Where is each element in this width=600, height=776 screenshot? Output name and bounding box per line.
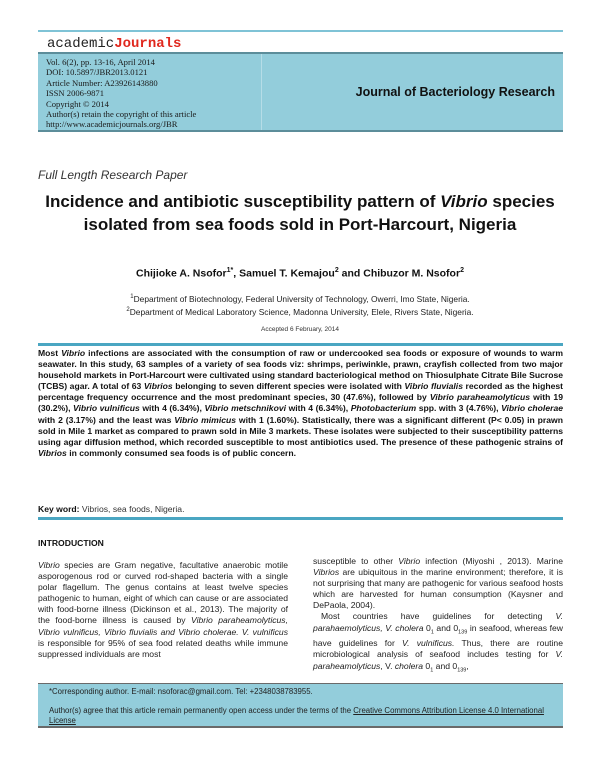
italic-text: Vibrio [398, 556, 421, 566]
subscript: 139 [457, 667, 467, 674]
abstract-rule-bottom [38, 517, 563, 520]
text-run: Most [38, 348, 62, 358]
keywords-text: Vibrios, sea foods, Nigeria. [79, 504, 185, 514]
keywords [38, 504, 184, 514]
section-heading-introduction: INTRODUCTION [38, 538, 104, 548]
text-run: susceptible to other [313, 556, 399, 566]
affiliation-sup: 2 [126, 306, 130, 313]
text-run: , V. [380, 660, 395, 671]
title-text-2: species isolated from sea foods sold in Port-Harcourt, Nigeria [83, 192, 555, 234]
author-3-sup: 2 [460, 267, 464, 274]
author-list [0, 267, 600, 280]
italic-text: cholera [394, 660, 424, 671]
intro-left-column [38, 560, 288, 660]
italic-text: Vibrios [313, 567, 340, 578]
abstract [38, 348, 563, 459]
meta-doi: DOI: 10.5897/JBR2013.0121 [46, 67, 148, 78]
affiliation-sup: 1 [130, 294, 134, 300]
text-run: with 1 (1.60%). Statistically, there was a significant different (P< 0.05) in prawn sold in Mile 1 market as compared to prawn sold in Mile 3 markets. These isolates were subjected to their susceptibility patterns using agar diffusion method, which recorded susceptible to most antibiotics used. The presence of these pathogenic strains of [38, 414, 563, 447]
subscript: 1 [430, 667, 434, 674]
meta-volume: Vol. 6(2), pp. 13-16, April 2014 [46, 57, 155, 67]
italic-text: Vibrio paraheamolyticus, Vibrio vulnificus, Vibrio fluvialis and Vibrio cholerae. V. vulnificus [38, 615, 288, 637]
intro-paragraph [313, 611, 563, 676]
text-run: is responsible for 95% of sea food related deaths while immune suppressed individuals are most [38, 637, 288, 659]
top-rule [38, 30, 563, 32]
footnote-box [38, 683, 563, 728]
italic-text: Vibrio paraheamolyticus [429, 392, 531, 403]
author-2: Samuel T. Kemajou [239, 267, 335, 280]
publisher-logo [47, 36, 181, 52]
article-meta-box [38, 52, 563, 132]
meta-rights: Author(s) retain the copyright of this article [46, 109, 197, 120]
text-run: recorded as the highest percentage frequency occurrence and the most predominant species, 30 (47.6%), followed by [38, 381, 563, 403]
italic-text: V. paraheamolyticus [313, 649, 563, 671]
italic-text: Vibrio mimicus [174, 414, 237, 425]
author-sep: , [233, 267, 240, 280]
affiliation-2 [0, 305, 600, 318]
license-note [49, 706, 563, 726]
text-run: with 19 (30.2%), [38, 392, 563, 414]
paper-type: Full Length Research Paper [38, 168, 188, 182]
italic-text: Vibrios [143, 381, 173, 392]
journal-name: Journal of Bacteriology Research [355, 85, 555, 99]
logo-accent-text: Journals [114, 36, 182, 52]
text-run: infection (Miyoshi , 2013). Marine [420, 556, 563, 566]
author-1-sup: 1* [226, 267, 234, 274]
text-run: and 0 [433, 622, 459, 633]
italic-text: Vibrio [38, 560, 60, 570]
text-run: spp. with 3 (4.76%), [416, 403, 502, 414]
text-run: in commonly consumed sea foods is of public concern. [66, 447, 297, 458]
corresponding-author: *Corresponding author. E-mail: nsoforac@gmail.com. Tel: +2348038783955. [49, 687, 313, 696]
meta-issn: ISSN 2006-9871 [46, 88, 105, 99]
text-run: are ubiquitous in the marine environment; therefore, it is not surprising that many are pathogenic for various seafood hosts which are harvested for human consumption (Kaysner and DePaola, 2004). [313, 567, 563, 611]
author-3: Chibuzor M. Nsofor [363, 267, 461, 280]
article-meta [38, 54, 262, 130]
text-run: with 2 (3.17%) and the least was [38, 414, 175, 425]
logo-text: academic [47, 36, 115, 52]
italic-text: Vibrio vulnificus [73, 403, 140, 414]
italic-text: V. vulnificus. [402, 638, 455, 649]
affiliation-text: Department of Biotechnology, Federal University of Technology, Owerri, Imo State, Nigeria. [133, 293, 470, 304]
text-run: and 0 [433, 660, 458, 671]
text-run: in seafood, whereas few have guidelines for [313, 622, 563, 649]
accepted-date: Accepted 6 February, 2014 [261, 326, 339, 333]
meta-url[interactable]: http://www.academicjournals.org/JBR [46, 119, 178, 130]
text-run: 0 [423, 622, 431, 633]
intro-right-column [313, 556, 563, 676]
license-link[interactable]: Creative Commons Attribution License 4.0 International License [49, 706, 544, 725]
meta-copyright: Copyright © 2014 [46, 98, 109, 109]
subscript: 139 [458, 629, 468, 636]
text-run: with 4 (6.34%), [286, 403, 351, 414]
author-1: Chijioke A. Nsofor [136, 267, 227, 280]
subscript: 1 [430, 629, 434, 636]
author-sep: and [338, 267, 364, 280]
text-run: with 4 (6.34%), [139, 403, 205, 414]
keywords-label: Key word: [38, 504, 80, 514]
italic-text: Vibrio [61, 348, 86, 358]
italic-text: V. parahaemolyticus, V. cholera [313, 611, 563, 633]
license-text: Author(s) agree that this article remain permanently open access under the terms of the [49, 706, 354, 715]
paper-title [30, 190, 570, 236]
text-run: , [466, 660, 469, 671]
italic-text: Vibrios [38, 447, 67, 458]
affiliation-1 [0, 292, 600, 305]
title-italic: Vibrio [440, 192, 488, 211]
italic-text: Vibrio fluvialis [404, 381, 463, 392]
abstract-rule-top [38, 343, 563, 346]
text-run: species are Gram negative, facultative anaerobic motile asporogenous rod or curved rod-shaped bacteria with a single polar flagellum. The genus contains at least twelve species pathogenic to human, eight of which can cause or are associated with food-borne illness (Dickinson et al., 2013). The majority of the food-borne illness is caused by [38, 560, 288, 626]
text-run: belonging to seven different species were isolated with [172, 381, 405, 392]
meta-article-number: Article Number: A23926143880 [46, 77, 158, 88]
italic-text: Vibrio metschnikovi [204, 403, 286, 414]
text-run: 0 [423, 660, 431, 671]
text-run: Thus, there are routine microbiological analysis of seafood includes testing for [313, 638, 563, 660]
affiliations [0, 292, 600, 318]
title-text: Incidence and antibiotic susceptibility pattern of [45, 192, 441, 211]
affiliation-text: Department of Medical Laboratory Science, Madonna University, Elele, Rivers State, Nigeria. [129, 306, 474, 317]
author-2-sup: 2 [334, 267, 339, 274]
italic-text: Vibrio cholerae [501, 403, 564, 414]
text-run: Most countries have guidelines for detecting [321, 611, 556, 622]
text-run: infections are associated with the consumption of raw or undercooked sea foods or exposure of wounds to warm seawater. In this study, 63 samples of a variety of sea foods viz: shrimps, periwinkle, prawn, crayfish collected from two major household markets in Port-Harcourt were cultivated using standard bacteriological method on Thiosulphate Citrate Bile Sucrose (TCBS) agar. A total of 63 [38, 348, 563, 392]
intro-paragraph [313, 556, 563, 611]
italic-text: Photobacterium [350, 403, 417, 414]
